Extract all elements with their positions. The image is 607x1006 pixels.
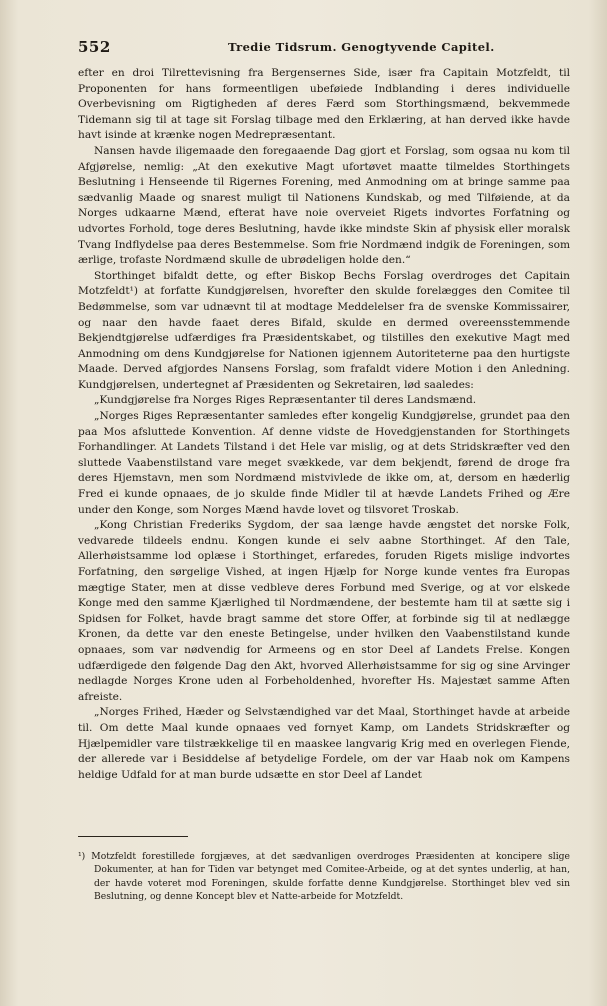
paragraph-3: Storthinget bifaldt dette, og efter Biskop Bechs Forslag overdroges det Capitain Motzfeldt¹) at forfatte Kundgjørelsen, hvorefter den skulde forelægges den Comitee til Bedømmelse, som var udnævnt til at modtage Meddelelser fra de svenske Kommissairer, og naar den havde faaet deres Bifald, skulde en dermed overeensstemmende Bekjendtgjørelse udfærdiges fra Præsidentskabet, og tilstilles den exekutive Magt med Anmodning om dens Kundgjørelse for Nationen igjennem Autoriteterne paa den hurtigste Maade. Derved afgjordes Nansens Forslag, som frafaldt videre Motion i den Anledning. Kundgjørelsen, undertegnet af Præsidenten og Sekretairen, lød saaledes: — [78, 269, 570, 391]
proclamation-title: „Kundgjørelse fra Norges Riges Repræsentanter til deres Landsmænd. — [94, 394, 477, 407]
main-text — [78, 66, 570, 783]
footnote-text: ¹) Motzfeldt forestillede forgjæves, at det sædvanligen overdroges Præsidenten at koncipere slige Dokumenter, at han for Tiden var betynget med Comitee-Arbeide, og at det syntes underlig, at han, der havde voteret mod Foreningen, skulde forfatte denne Kundgjørelse. Storthinget blev ved sin Beslutning, og denne Koncept blev et Natte-arbeide for Motzfeldt. — [78, 851, 570, 903]
footnote-divider — [78, 836, 188, 837]
page-header — [78, 38, 570, 58]
paragraph-5: „Kong Christian Frederiks Sygdom, der saa længe havde ængstet det norske Folk, vedvarede tildeels endnu. Kongen kunde ei selv aabne Storthinget. Af den Tale, Allerhøistsamme lod oplæse i Storthinget, erfaredes, foruden Rigets mislige indvortes Forfatning, den sørgelige Vished, at ingen Hjælp for Norge kunde ventes fra Europas mægtige Stater, men at disse vedbleve deres Forbund med Sverige, og at vor elskede Konge med den samme Kjærlighed til Nordmændene, der bestemte ham til at sætte sig i Spidsen for Folket, havde bragt samme det store Offer, at forbinde sig til at nedlægge Kronen, da dette var den eneste Betingelse, under hvilken den Vaabenstilstand kunde opnaaes, som var nødvendig for Armeens og en stor Deel af Landets Frelse. Kongen udfærdigede den følgende Dag den Akt, hvorved Allerhøistsamme for sig og sine Arvinger nedlagde Norges Krone uden al Forbeholdenhed, hvorefter Hs. Majestæt samme Aften afreiste. — [78, 519, 570, 703]
paragraph-1: efter en droi Tilrettevisning fra Bergensernes Side, især fra Capitain Motzfeldt, til Proponenten for hans formeentligen ubeføiede Indblanding i deres individuelle Overbevisning om Rigtigheden af deres Færd som Storthingsmænd, bekvemmede Tidemann sig til at tage sit Forslag tilbage med den Erklæring, at han derved ikke havde havt isinde at krænke nogen Medrepræsentant. — [78, 67, 570, 142]
page-number: 552 — [78, 38, 111, 56]
paragraph-2: Nansen havde iligemaade den foregaaende Dag gjort et Forslag, som ogsaa nu kom til Afgjørelse, nemlig: „At den exekutive Magt ufortøvet maatte tilmeldes Storthingets Beslutning i Henseende til Rigernes Forening, med Anmodning om at bringe samme paa sædvanlig Maade og snarest muligt til Nationens Kundskab, og med Tilføiende, at da Norges udkaarne Mænd, efterat have noie overveiet Rigets indvortes Forfatning og udvortes Forhold, toge deres Beslutning, havde ikke mindste Skin af physisk eller moralsk Tvang Indflydelse paa deres Bestemmelse. Som frie Nordmænd indgik de Foreningen, som ærlige, trofaste Nordmænd skulle de ubrødeligen holde den.“ — [78, 144, 570, 267]
paragraph-6: „Norges Frihed, Hæder og Selvstændighed var det Maal, Storthinget havde at arbeide til. Om dette Maal kunde opnaaes ved fornyet Kamp, om Landets Stridskræfter og Hjælpemidler vare tilstrækkelige til en maaskee langvarig Krig med en overlegen Fiende, der allerede var i Besiddelse af betydelige Fordele, om der var Haab nok om Kampens heldige Udfald for at man burde udsætte en stor Deel af Landet — [78, 706, 570, 781]
paragraph-4: „Norges Riges Repræsentanter samledes efter kongelig Kundgjørelse, grundet paa den paa Mos afsluttede Konvention. Af denne vidste de Hovedgjenstanden for Storthingets Forhandlinger. At Landets Tilstand i det Hele var mislig, og at dets Stridskræfter ved den sluttede Vaabenstilstand vare meget svækkede, var dem bekjendt, førend de droge fra deres Hjemstavn, men som Nordmænd mistvivlede de ikke om, at, dersom en hæderlig Fred ei kunde opnaaes, de jo skulde finde Midler til at hævde Landets Frihed og Ære under den Konge, som Norges Mænd havde lovet og tilsvoret Troskab. — [78, 410, 570, 516]
footnote — [78, 850, 570, 904]
running-head: Tredie Tidsrum. Genogtyvende Capitel. — [228, 40, 495, 54]
